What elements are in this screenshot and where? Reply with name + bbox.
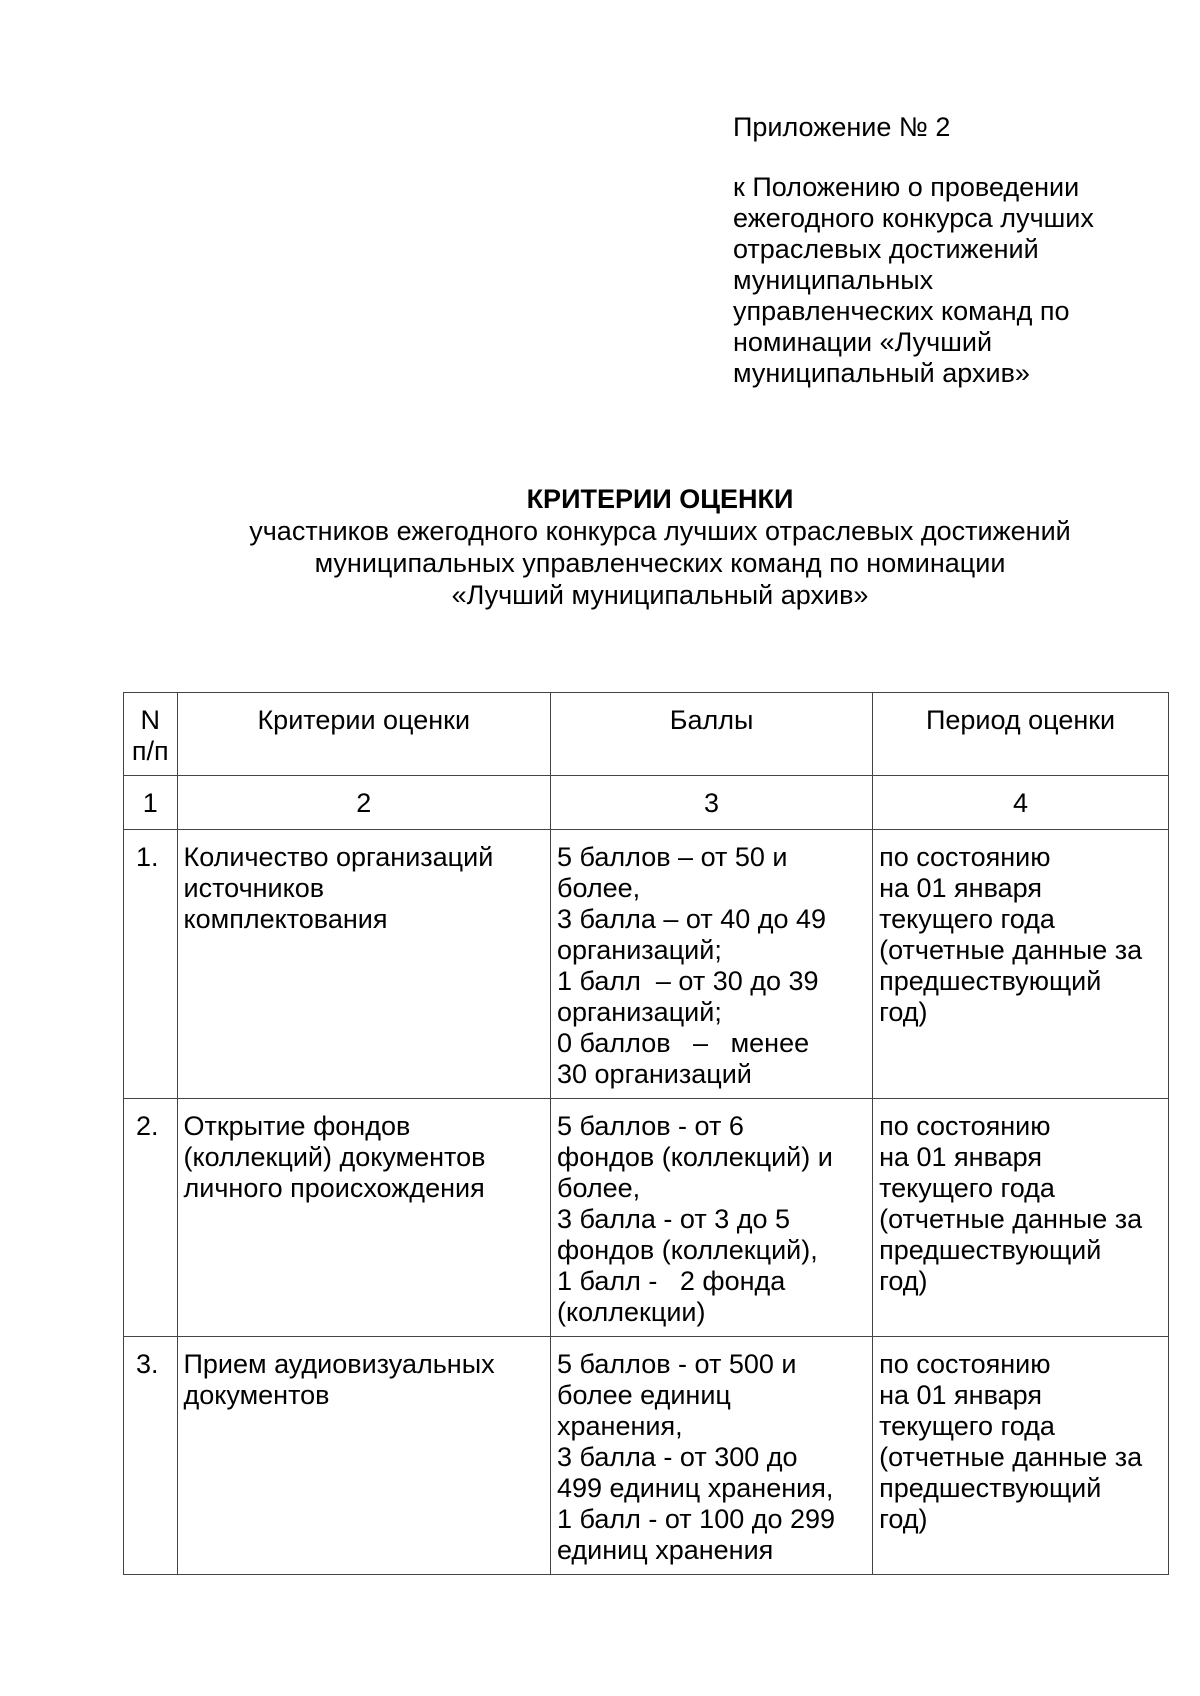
period-line: на 01 января bbox=[879, 1380, 1042, 1410]
score-line: 5 баллов - от 6 bbox=[557, 1111, 744, 1141]
criteria-line: Прием аудиовизуальных bbox=[183, 1349, 495, 1379]
score-line: 5 баллов - от 500 и bbox=[557, 1349, 797, 1379]
score-line: 499 единиц хранения, bbox=[557, 1473, 834, 1503]
document-subtitle-line: муниципальных управленческих команд по номинации bbox=[314, 548, 1006, 578]
score-line: 1 балл - 2 фонда bbox=[557, 1266, 786, 1296]
criteria-table bbox=[123, 692, 1169, 1575]
score-line: 3 балла – от 40 до 49 bbox=[557, 904, 827, 934]
criteria-line: личного происхождения bbox=[183, 1173, 485, 1203]
header-number bbox=[124, 693, 178, 776]
table-header-row bbox=[124, 693, 1169, 776]
row-number: 1. bbox=[124, 830, 178, 1099]
header-score: Баллы bbox=[551, 693, 873, 776]
period-line: год) bbox=[879, 997, 928, 1027]
table-column-index-row bbox=[124, 776, 1169, 830]
score-line: 3 балла - от 3 до 5 bbox=[557, 1204, 790, 1234]
period-cell bbox=[873, 1099, 1169, 1337]
appendix-number: Приложение № 2 bbox=[733, 112, 951, 142]
table-row bbox=[124, 1337, 1169, 1575]
period-line: по состоянию bbox=[879, 1349, 1051, 1379]
column-index: 1 bbox=[124, 776, 178, 830]
column-index: 3 bbox=[551, 776, 873, 830]
appendix-line: отраслевых достижений bbox=[733, 234, 1039, 264]
period-line: по состоянию bbox=[879, 842, 1051, 872]
period-line: предшествующий bbox=[879, 966, 1102, 996]
period-line: текущего года bbox=[879, 1173, 1055, 1203]
score-line: 5 баллов – от 50 и bbox=[557, 842, 788, 872]
appendix-line: муниципальных bbox=[733, 265, 934, 295]
appendix-line: номинации «Лучший bbox=[733, 327, 993, 357]
appendix-line: муниципальный архив» bbox=[733, 358, 1030, 388]
score-line: более единиц bbox=[557, 1380, 731, 1410]
criteria-line: документов bbox=[183, 1380, 330, 1410]
period-cell bbox=[873, 1337, 1169, 1575]
score-line: 30 организаций bbox=[557, 1059, 752, 1089]
table-row bbox=[124, 830, 1169, 1099]
column-index: 4 bbox=[873, 776, 1169, 830]
row-number: 3. bbox=[124, 1337, 178, 1575]
document-subtitle-line: участников ежегодного конкурса лучших отраслевых достижений bbox=[249, 516, 1071, 546]
appendix-reference bbox=[733, 172, 1163, 389]
period-line: предшествующий bbox=[879, 1473, 1102, 1503]
score-cell bbox=[551, 1337, 873, 1575]
criteria-cell bbox=[177, 1337, 551, 1575]
document-title: КРИТЕРИИ ОЦЕНКИ bbox=[526, 484, 794, 514]
period-line: (отчетные данные за bbox=[879, 1442, 1143, 1472]
document-subtitle-line: «Лучший муниципальный архив» bbox=[451, 580, 869, 610]
score-line: единиц хранения bbox=[557, 1535, 774, 1565]
header-period: Период оценки bbox=[873, 693, 1169, 776]
table-row bbox=[124, 1099, 1169, 1337]
score-line: организаций; bbox=[557, 997, 722, 1027]
period-line: (отчетные данные за bbox=[879, 1204, 1143, 1234]
appendix-line: ежегодного конкурса лучших bbox=[733, 203, 1094, 233]
score-line: 1 балл – от 30 до 39 bbox=[557, 966, 819, 996]
criteria-line: (коллекций) документов bbox=[183, 1142, 486, 1172]
score-line: хранения, bbox=[557, 1411, 683, 1441]
criteria-line: Открытие фондов bbox=[183, 1111, 411, 1141]
score-cell bbox=[551, 830, 873, 1099]
header-criteria: Критерии оценки bbox=[177, 693, 551, 776]
score-line: 0 баллов – менее bbox=[557, 1028, 810, 1058]
period-line: текущего года bbox=[879, 904, 1055, 934]
period-line: (отчетные данные за bbox=[879, 935, 1143, 965]
appendix-line: к Положению о проведении bbox=[733, 172, 1080, 202]
score-line: 3 балла - от 300 до bbox=[557, 1442, 798, 1472]
header-number-line: п/п bbox=[131, 736, 169, 766]
period-line: год) bbox=[879, 1266, 928, 1296]
score-line: более, bbox=[557, 1173, 641, 1203]
score-cell bbox=[551, 1099, 873, 1337]
table-body bbox=[124, 830, 1169, 1575]
criteria-line: Количество организаций bbox=[183, 842, 494, 872]
period-line: по состоянию bbox=[879, 1111, 1051, 1141]
appendix-line: управленческих команд по bbox=[733, 296, 1070, 326]
score-line: фондов (коллекций) и bbox=[557, 1142, 833, 1172]
document-title-block bbox=[120, 483, 1200, 611]
period-line: предшествующий bbox=[879, 1235, 1102, 1265]
score-line: более, bbox=[557, 873, 641, 903]
score-line: 1 балл - от 100 до 299 bbox=[557, 1504, 836, 1534]
criteria-cell bbox=[177, 830, 551, 1099]
criteria-line: источников bbox=[183, 873, 325, 903]
period-line: на 01 января bbox=[879, 1142, 1042, 1172]
period-cell bbox=[873, 830, 1169, 1099]
criteria-cell bbox=[177, 1099, 551, 1337]
period-line: на 01 января bbox=[879, 873, 1042, 903]
header-number-line: N bbox=[140, 705, 160, 735]
score-line: организаций; bbox=[557, 935, 722, 965]
row-number: 2. bbox=[124, 1099, 178, 1337]
appendix-block bbox=[733, 112, 1163, 389]
criteria-line: комплектования bbox=[183, 904, 388, 934]
column-index: 2 bbox=[177, 776, 551, 830]
score-line: фондов (коллекций), bbox=[557, 1235, 818, 1265]
period-line: год) bbox=[879, 1504, 928, 1534]
score-line: (коллекции) bbox=[557, 1297, 706, 1327]
period-line: текущего года bbox=[879, 1411, 1055, 1441]
